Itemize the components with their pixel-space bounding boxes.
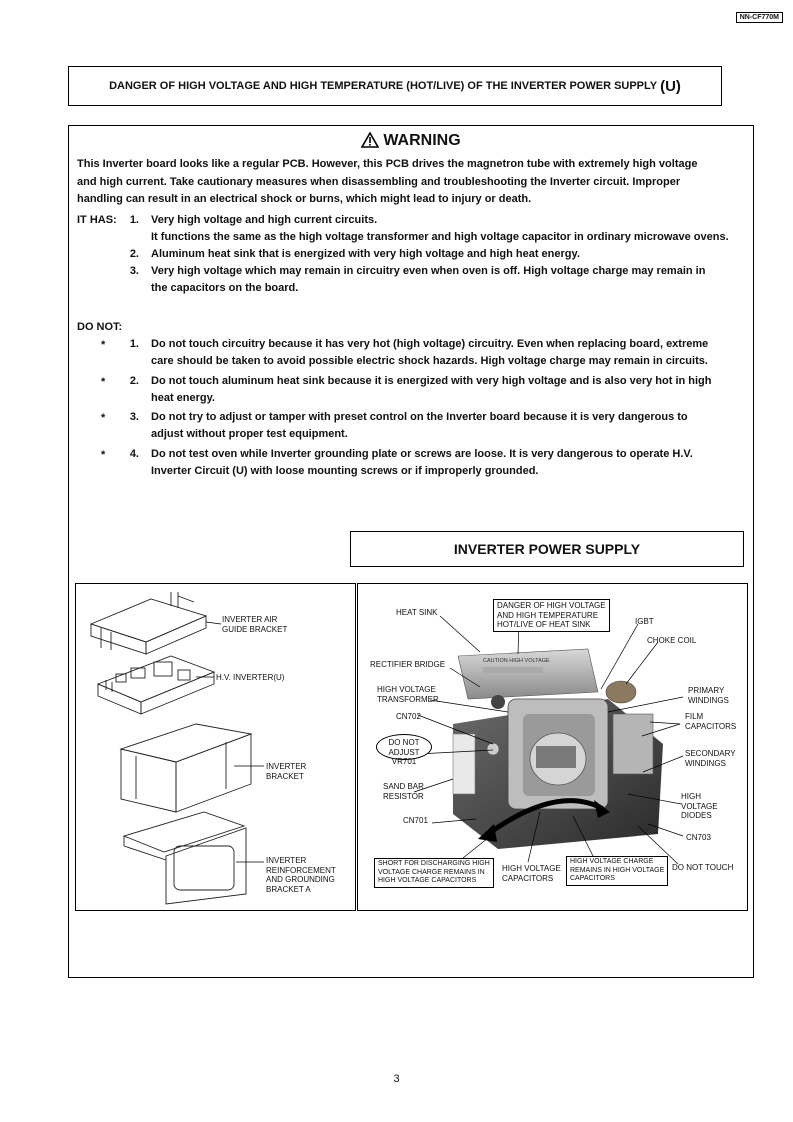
it-has-num: 2.: [129, 248, 139, 260]
page-title-box: [68, 66, 722, 106]
do-not-item: [151, 446, 751, 480]
item-line: Inverter Circuit (U) with loose mounting screws or if improperly grounded.: [151, 465, 539, 477]
it-has-num: 3.: [129, 265, 139, 277]
label-air-guide-bracket: INVERTER AIR GUIDE BRACKET: [222, 615, 288, 634]
label-cn701: CN701: [403, 816, 428, 825]
label-sand-bar-resistor: SAND BAR RESISTOR: [383, 782, 424, 801]
caution-plate-text: CAUTION HIGH VOLTAGE: [483, 658, 550, 664]
item-line: It functions the same as the high voltage transformer and high voltage capacitor in ordinary microwave ovens.: [151, 231, 729, 243]
item-line: Very high voltage and high current circuits.: [151, 214, 378, 226]
model-number: NN-CF770M: [736, 12, 783, 23]
do-not-num: 1.: [129, 338, 139, 350]
label-cn703: CN703: [686, 833, 711, 842]
intro-line: and high current. Take cautionary measures when disassembling and troubleshooting the Inverter circuit. Improper: [77, 175, 681, 188]
page-number: 3: [393, 1073, 400, 1085]
label-charge-remains-box: HIGH VOLTAGE CHARGE REMAINS IN HIGH VOLTAGE CAPACITORS: [566, 856, 668, 886]
label-reinforcement-bracket: INVERTER REINFORCEMENT AND GROUNDING BRACKET A: [266, 856, 336, 894]
item-line: care should be taken to avoid possible electric shock hazards. High voltage charge may remain in circuits.: [151, 355, 708, 367]
star-marker: *: [101, 376, 106, 388]
label-primary-windings: PRIMARY WINDINGS: [688, 686, 729, 705]
item-line: Do not touch aluminum heat sink because it is energized with very high voltage and is also very hot in high: [151, 375, 712, 387]
star-marker: *: [101, 449, 106, 461]
inverter-photo-panel: [357, 583, 748, 911]
label-danger-box: DANGER OF HIGH VOLTAGE AND HIGH TEMPERATURE HOT/LIVE OF HEAT SINK: [493, 599, 610, 632]
star-marker: *: [101, 339, 106, 351]
star-marker: *: [101, 412, 106, 424]
do-not-num: 3.: [129, 411, 139, 423]
do-not-label: DO NOT:: [77, 321, 123, 333]
intro-line: This Inverter board looks like a regular PCB. However, this PCB drives the magnetron tube with extremely high voltage: [77, 158, 698, 170]
section-title: INVERTER POWER SUPPLY: [350, 531, 744, 567]
label-heat-sink: HEAT SINK: [396, 608, 438, 617]
item-line: the capacitors on the board.: [151, 282, 299, 294]
label-hv-diodes: HIGH VOLTAGE DIODES: [681, 792, 718, 820]
do-not-num: 4.: [129, 448, 139, 460]
do-not-num: 2.: [129, 375, 139, 387]
label-choke-coil: CHOKE COIL: [647, 636, 697, 645]
warning-intro: [77, 156, 749, 209]
label-rectifier-bridge: RECTIFIER BRIDGE: [370, 660, 446, 669]
it-has-label: IT HAS:: [77, 214, 117, 226]
do-not-item: [151, 409, 751, 443]
label-do-not-adjust: DO NOT ADJUST VR701: [376, 734, 432, 760]
item-line: adjust without proper test equipment.: [151, 428, 348, 440]
it-has-item: [151, 263, 751, 297]
label-cn702: CN702: [396, 712, 421, 721]
item-line: Very high voltage which may remain in circuitry even when oven is off. High voltage charge may remain in: [151, 265, 706, 277]
warning-triangle-icon: [361, 132, 379, 148]
exploded-view-panel: [75, 583, 356, 911]
page-title: DANGER OF HIGH VOLTAGE AND HIGH TEMPERATURE (HOT/LIVE) OF THE INVERTER POWER SUPPLY: [109, 80, 658, 92]
label-hv-capacitors: HIGH VOLTAGE CAPACITORS: [502, 864, 561, 883]
warning-heading-row: [69, 132, 753, 150]
item-line: Do not touch circuitry because it has very hot (high voltage) circuitry. Even when replacing board, extreme: [151, 338, 709, 350]
item-line: Do not test oven while Inverter grounding plate or screws are loose. It is very dangerous to operate H.V.: [151, 448, 693, 460]
it-has-num: 1.: [129, 214, 139, 226]
page-title-suffix: (U): [660, 77, 681, 95]
label-inverter-bracket: INVERTER BRACKET: [266, 762, 307, 781]
label-short-discharge-box: SHORT FOR DISCHARGING HIGH VOLTAGE CHARGE REMAINS IN HIGH VOLTAGE CAPACITORS: [374, 858, 494, 888]
item-line: heat energy.: [151, 392, 215, 404]
item-line: Do not try to adjust or tamper with preset control on the Inverter board because it is very dangerous to: [151, 411, 688, 423]
label-hv-inverter: H.V. INVERTER(U): [216, 673, 285, 682]
label-secondary-windings: SECONDARY WINDINGS: [685, 749, 736, 768]
item-line: Aluminum heat sink that is energized with very high voltage and high heat energy.: [151, 248, 580, 260]
label-hv-transformer: HIGH VOLTAGE TRANSFORMER: [377, 685, 439, 704]
it-has-item: [151, 246, 751, 263]
label-film-capacitors: FILM CAPACITORS: [685, 712, 737, 731]
warning-heading: WARNING: [383, 132, 461, 149]
it-has-item: [151, 212, 751, 246]
do-not-item: [151, 336, 751, 370]
label-igbt: IGBT: [635, 617, 654, 626]
do-not-item: [151, 373, 751, 407]
intro-line: handling can result in an electrical shock or burns, which might lead to injury or death.: [77, 193, 532, 205]
label-do-not-touch: DO NOT TOUCH: [672, 863, 734, 872]
